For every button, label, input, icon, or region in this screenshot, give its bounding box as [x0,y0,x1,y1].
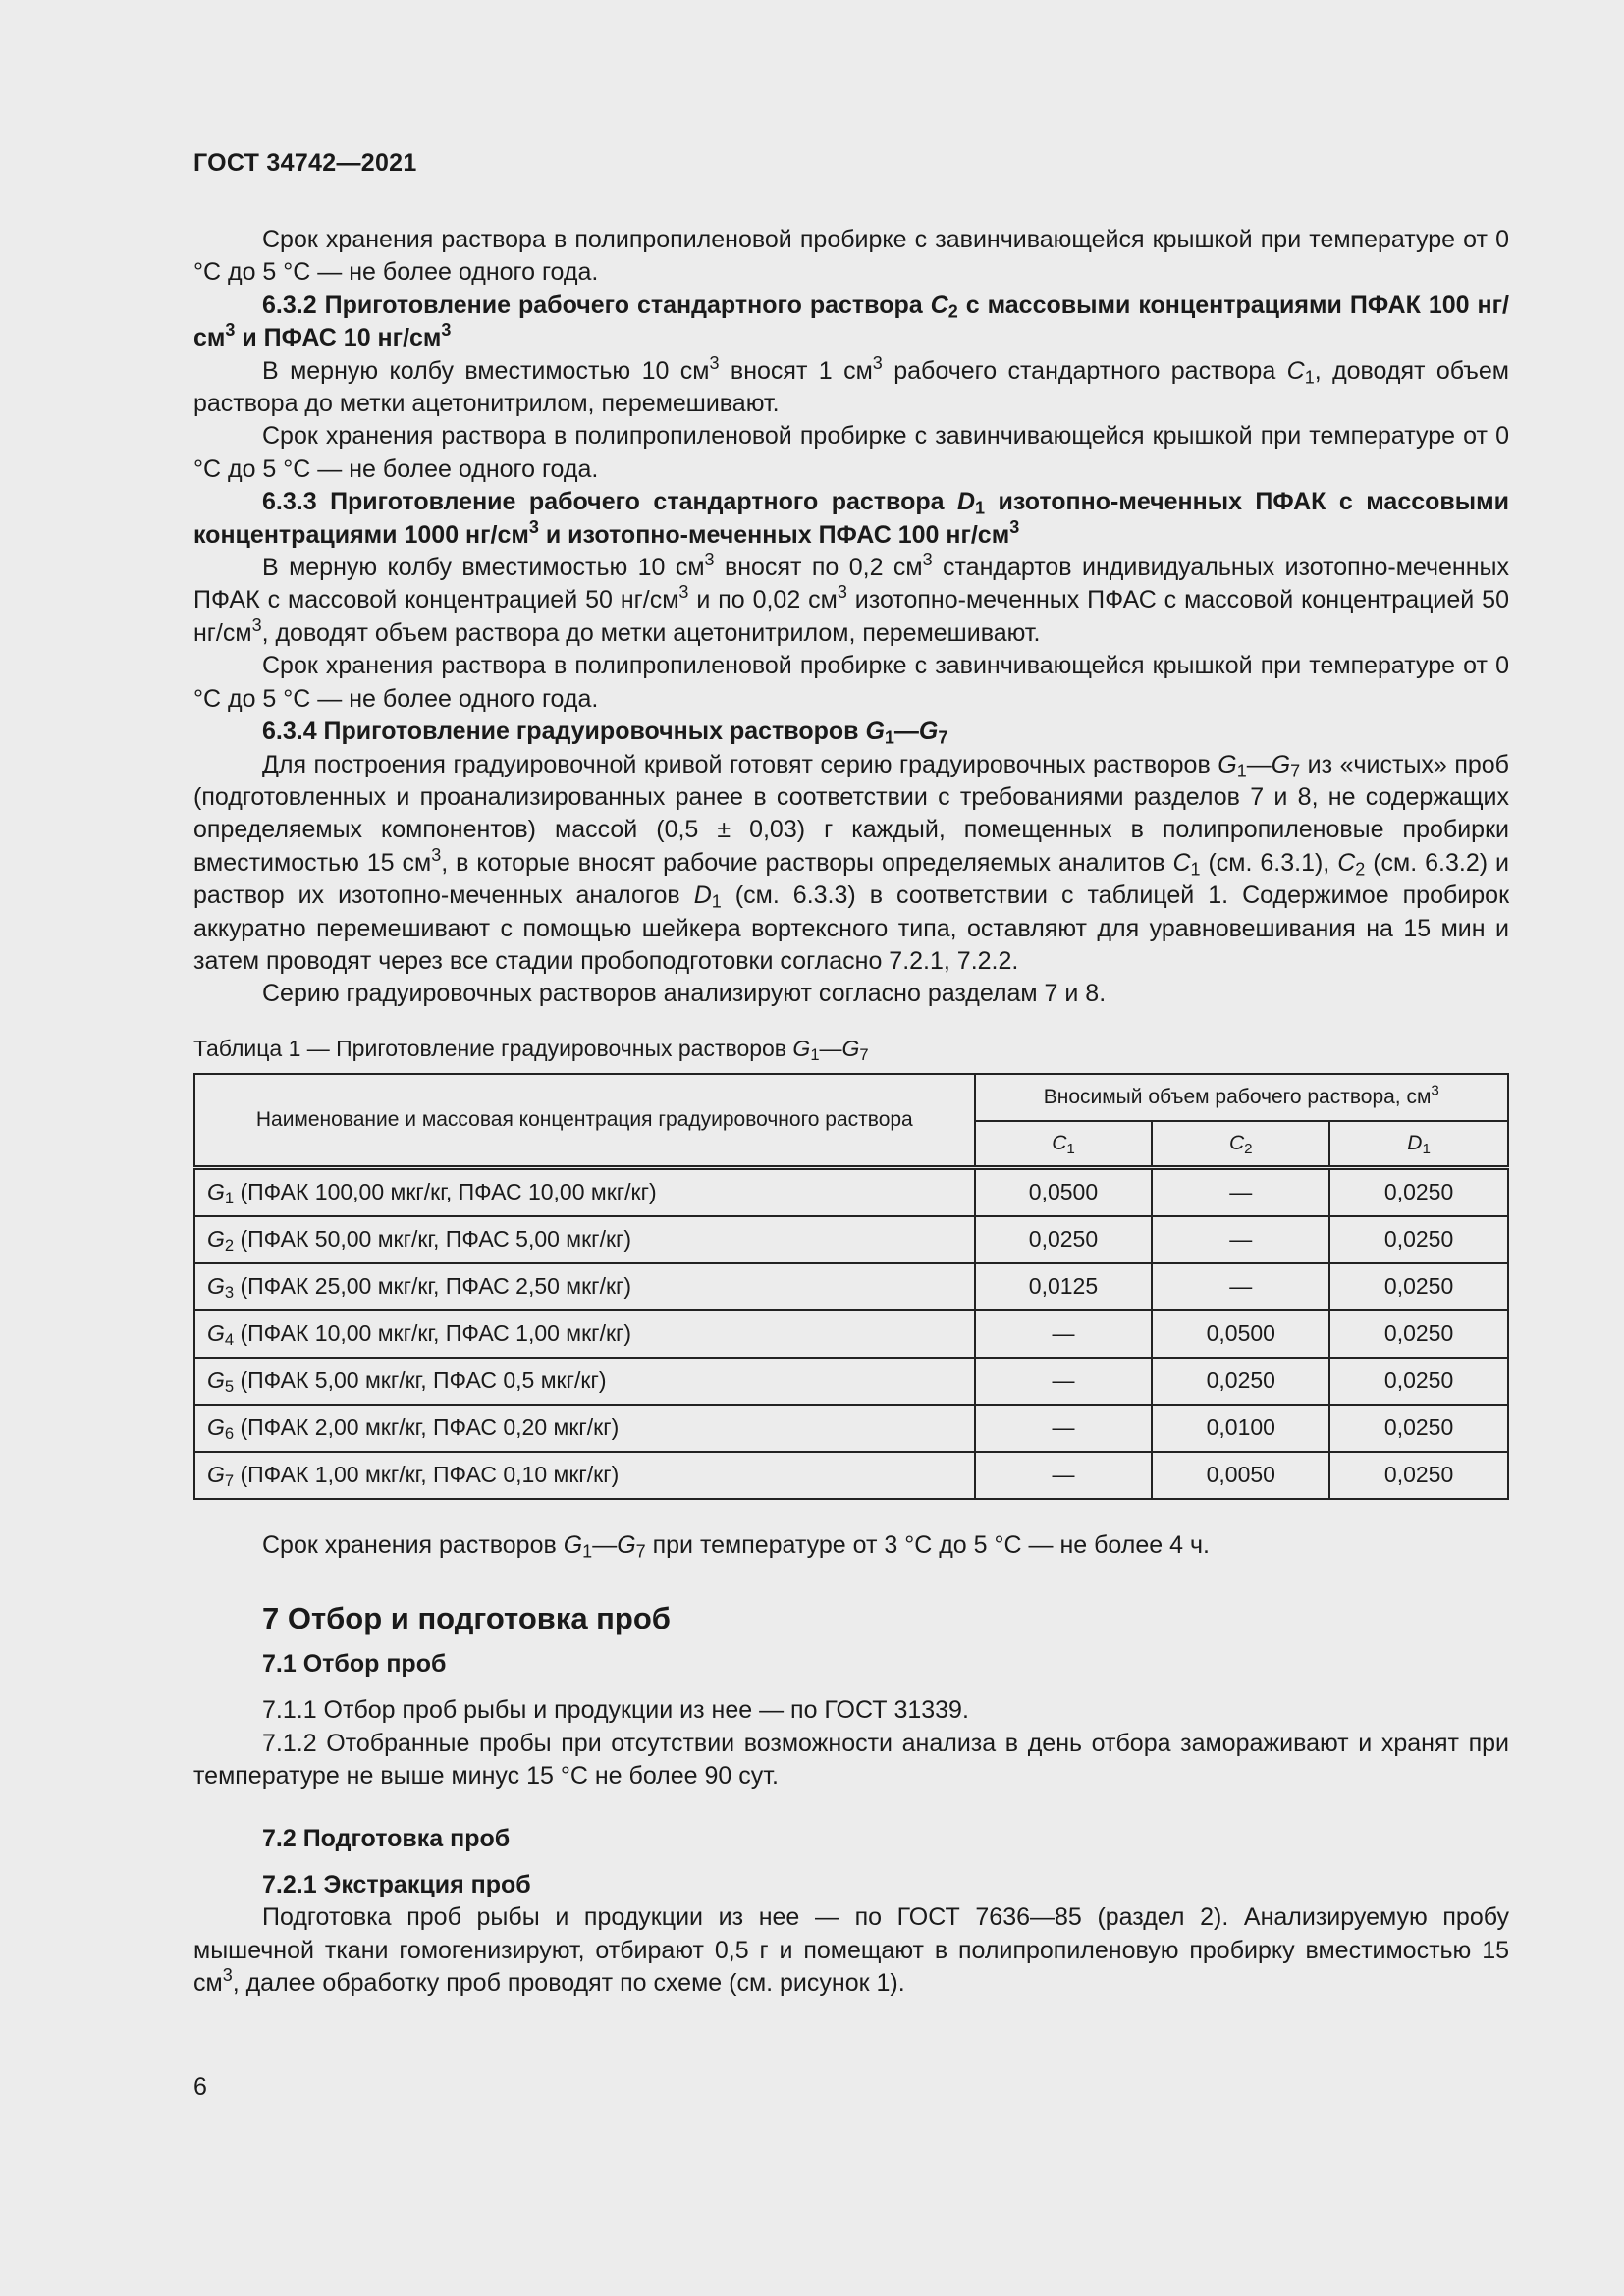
row-solution-name: $G_2$ (ПФАК 50,00 мкг/кг, ПФАС 5,00 мкг/кг) [194,1216,975,1263]
cell-c2: — [1152,1168,1329,1217]
row-solution-name: $G_1$ (ПФАК 100,00 мкг/кг, ПФАС 10,00 мкг/кг) [194,1168,975,1217]
cell-c1: — [975,1310,1153,1358]
subheader-c1: $C_1$ [975,1121,1153,1168]
cell-c1: 0,0500 [975,1168,1153,1217]
paragraph-7-1-2: 7.1.2 Отобранные пробы при отсутствии возможности анализа в день отбора замораживают и хранят при температуре не выше минус 15 °С не более 90 сут. [193,1729,1509,1790]
section-7-heading: 7 Отбор и подготовка проб [262,1600,671,1635]
table-row [194,1358,1508,1405]
row-solution-name: $G_6$ (ПФАК 2,00 мкг/кг, ПФАС 0,20 мкг/кг) [194,1405,975,1452]
calibration-table [193,1073,1509,1500]
header-solution-name: Наименование и массовая концентрация градуировочного раствора [194,1074,975,1168]
section-7-2-heading: 7.2 Подготовка проб [262,1824,511,1852]
cell-d1: 0,0250 [1329,1310,1508,1358]
section-7-2-1-heading: 7.2.1 Экстракция проб [262,1871,531,1898]
subheader-c2: $C_2$ [1152,1121,1329,1168]
paragraph-storage-g1-g7: Срок хранения растворов $G_1—G_7$ при температуре от 3 °С до 5 °С — не более 4 ч. [262,1531,1210,1562]
cell-d1: 0,0250 [1329,1405,1508,1452]
cell-c1: 0,0125 [975,1263,1153,1310]
table-caption: Таблица 1 — Приготовление градуировочных растворов $G_1—G_7$ [193,1035,869,1064]
cell-c2: 0,0500 [1152,1310,1329,1358]
cell-c2: — [1152,1263,1329,1310]
cell-c2: 0,0050 [1152,1452,1329,1499]
paragraph-series: Серию градуировочных растворов анализируют согласно разделам 7 и 8. [262,980,1107,1008]
heading-6-3-2: 6.3.2 Приготовление рабочего стандартного раствора $C_2$ с массовыми концентрациями ПФАК 100 $нг/см^3$ и ПФАС 10 $нг/см^3$ [193,291,1509,352]
cell-c1: — [975,1405,1153,1452]
cell-d1: 0,0250 [1329,1263,1508,1310]
paragraph-storage-6-3-3: Срок хранения раствора в полипропиленовой пробирке с завинчивающейся крышкой при температуре от 0 °С до 5 °С — не более одного года. [193,652,1509,713]
row-solution-name: $G_7$ (ПФАК 1,00 мкг/кг, ПФАС 0,10 мкг/кг) [194,1452,975,1499]
header-volume: Вносимый объем рабочего раствора, $см^3$ [975,1074,1508,1121]
cell-d1: 0,0250 [1329,1168,1508,1217]
cell-c1: — [975,1452,1153,1499]
cell-d1: 0,0250 [1329,1358,1508,1405]
cell-c1: — [975,1358,1153,1405]
cell-c2: — [1152,1216,1329,1263]
table-header-row [194,1074,1508,1121]
cell-d1: 0,0250 [1329,1452,1508,1499]
table-row [194,1216,1508,1263]
cell-c1: 0,0250 [975,1216,1153,1263]
subheader-d1: $D_1$ [1329,1121,1508,1168]
table-row [194,1310,1508,1358]
row-solution-name: $G_3$ (ПФАК 25,00 мкг/кг, ПФАС 2,50 мкг/кг) [194,1263,975,1310]
table-row [194,1405,1508,1452]
cell-c2: 0,0100 [1152,1405,1329,1452]
paragraph-6-3-2: В мерную колбу вместимостью 10 $см^3$ вносят 1 $см^3$ рабочего стандартного раствора $C_1$, доводят объем раствора до метки ацетонитрилом, перемешивают. [193,352,1509,418]
cell-c2: 0,0250 [1152,1358,1329,1405]
paragraph-6-3-3: В мерную колбу вместимостью 10 $см^3$ вносят по 0,2 $см^3$ стандартов индивидуальных изотопно-меченных ПФАК с массовой концентрацией 50 $нг/см^3$ и по 0,02 $см^3$ изотопно-меченных ПФАС с массовой концентрацией 50 $нг/см^3$, доводят объем раствора до метки ацетонитрилом, перемешивают. [193,550,1509,647]
table-row [194,1263,1508,1310]
row-solution-name: $G_4$ (ПФАК 10,00 мкг/кг, ПФАС 1,00 мкг/кг) [194,1310,975,1358]
row-solution-name: $G_5$ (ПФАК 5,00 мкг/кг, ПФАС 0,5 мкг/кг) [194,1358,975,1405]
section-7-1-heading: 7.1 Отбор проб [262,1649,447,1678]
paragraph-7-2-1: Подготовка проб рыбы и продукции из нее — по ГОСТ 7636—85 (раздел 2). Анализируемую пробу мышечной ткани гомогенизируют, отбирают 0,5 г и помещают в полипропиленовую пробирку вместимостью 15 $см^3$, далее обработку проб проводят по схеме (см. рисунок 1). [193,1903,1509,1998]
heading-6-3-3: 6.3.3 Приготовление рабочего стандартного раствора $D_1$ изотопно-меченных ПФАК с массовыми концентрациями 1000 $нг/см^3$ и изотопно-меченных ПФАС 100 $нг/см^3$ [193,488,1509,549]
paragraph-6-3-4: Для построения градуировочной кривой готовят серию градуировочных растворов $G_1—G_7$ из «чистых» проб (подготовленных и проанализированных ранее в соответствии с требованиями разделов 7 и 8, не содержащих определяемых компонентов) массой (0,5 ± 0,03) г каждый, помещенных в полипропиленовые пробирки вместимостью 15 $см^3$, в которые вносят рабочие растворы определяемых аналитов $C_1$ (см. 6.3.1), $C_2$ (см. 6.3.2) и раствор их изотопно-меченных аналогов $D_1$ (см. 6.3.3) в соответствии с таблицей 1. Содержимое пробирок аккуратно перемешивают с помощью шейкера вортексного типа, оставляют для уравновешивания на 15 мин и затем проводят через все стадии пробоподготовки согласно 7.2.1, 7.2.2. [193,750,1510,975]
paragraph-storage-6-3-1: Срок хранения раствора в полипропиленовой пробирке с завинчивающейся крышкой при температуре от 0 °С до 5 °С — не более одного года. [193,226,1509,287]
table-row [194,1168,1508,1217]
document-header: ГОСТ 34742—2021 [193,149,417,177]
heading-6-3-4: 6.3.4 Приготовление градуировочных растворов $G_1—G_7$ [262,718,948,748]
cell-d1: 0,0250 [1329,1216,1508,1263]
page-number: 6 [193,2073,207,2101]
document-body [193,224,1509,2001]
table-row [194,1452,1508,1499]
paragraph-storage-6-3-2: Срок хранения раствора в полипропиленовой пробирке с завинчивающейся крышкой при температуре от 0 °С до 5 °С — не более одного года. [193,422,1509,483]
paragraph-7-1-1: 7.1.1 Отбор проб рыбы и продукции из нее — по ГОСТ 31339. [262,1696,969,1725]
